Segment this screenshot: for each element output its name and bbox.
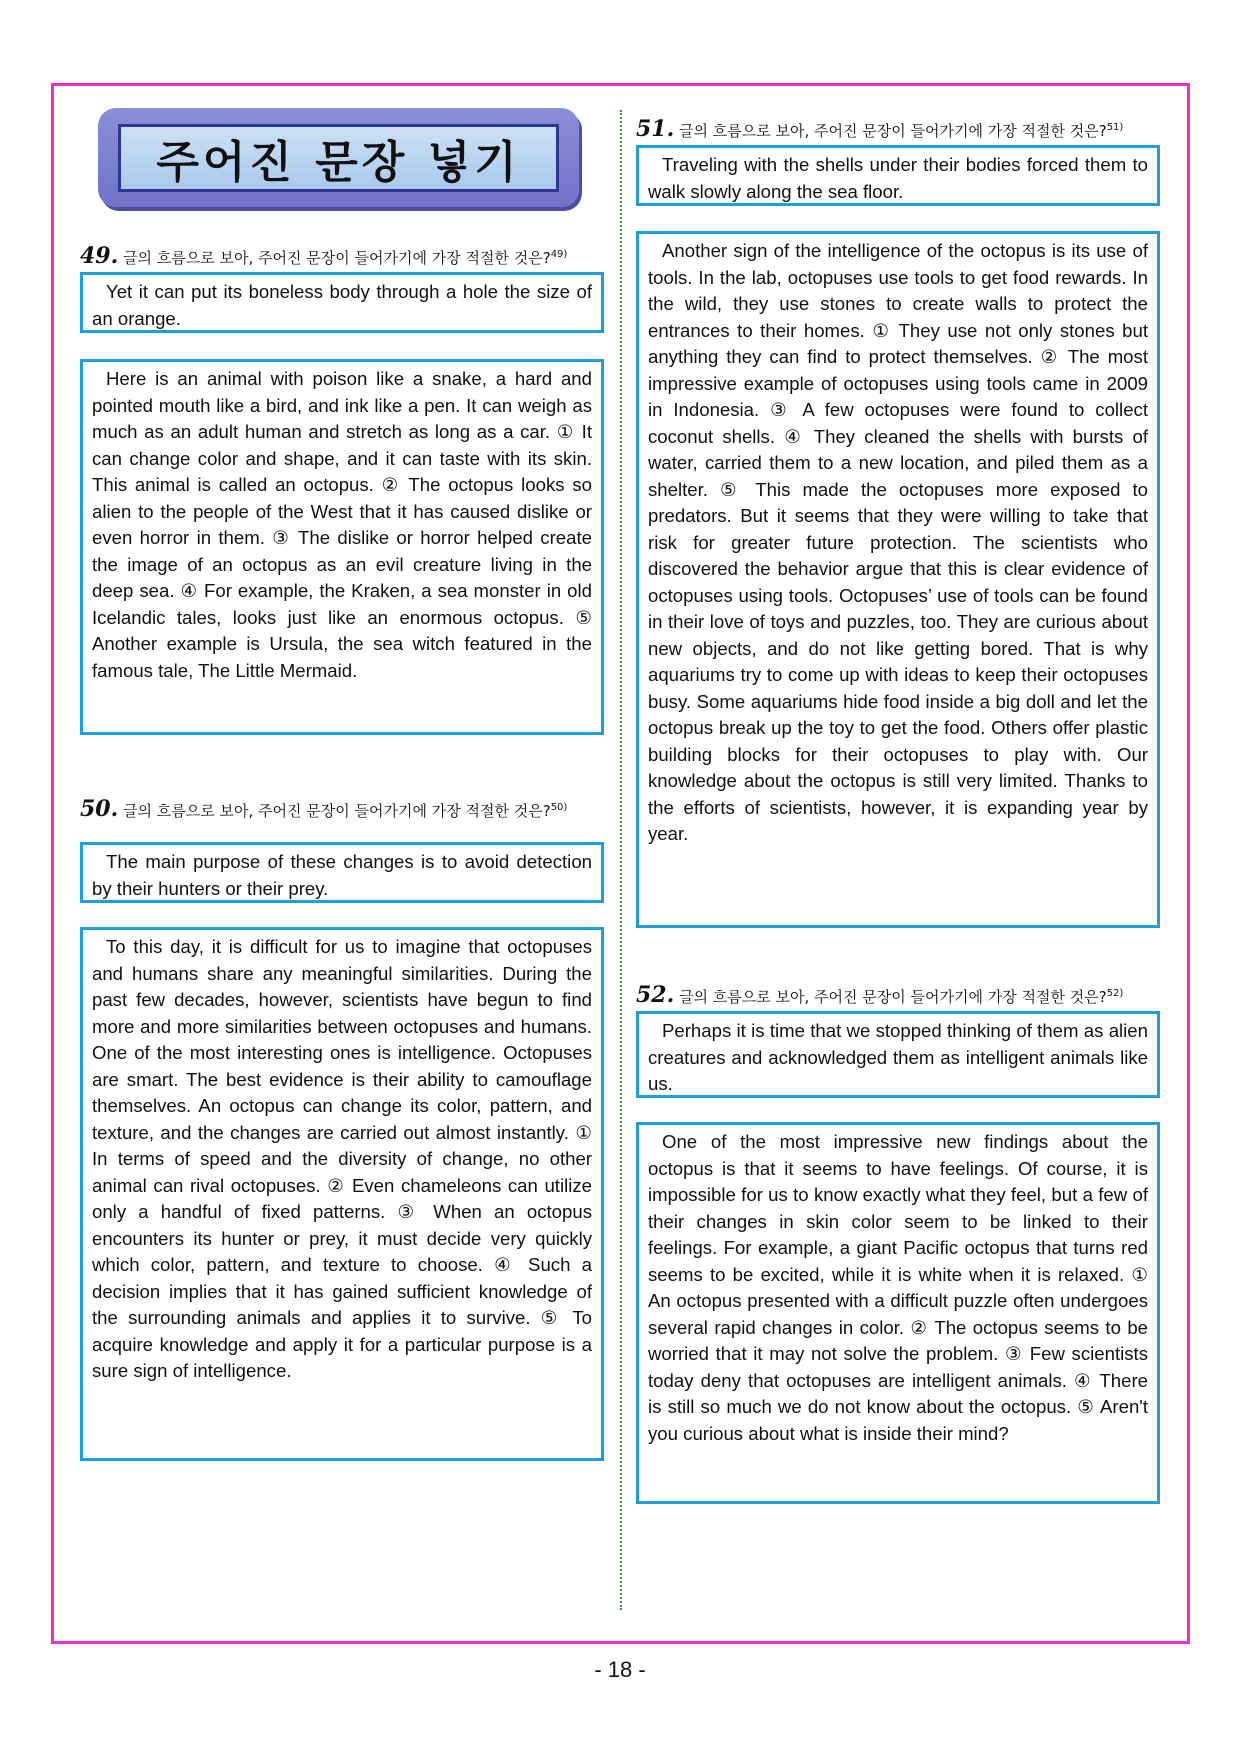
footnote-ref: 51) xyxy=(1106,122,1124,133)
passage-50: To this day, it is difficult for us to imagine that octopuses and humans share any meaningful similarities. During the past few decades, however, scientists have begun to find more and more similarities between octopuses and humans. One of the most interesting ones is intelligence. Octopuses are smart. The best evidence is their ability to camouflage themselves. An octopus can change its color, pattern, and texture, and the changes are carried out almost instantly. ① In terms of speed and the diversity of change, no other animal can rival octopuses. ② Even chameleons can utilize only a handful of fixed patterns. ③ When an octopus encounters its hunter or prey, it must decide very quickly which color, pattern, and texture to choose. ④ Such a decision implies that it has gained sufficient knowledge of the surrounding animals and applies it to survive. ⑤ To acquire knowledge and apply it for a particular purpose is a sure sign of intelligence. xyxy=(80,927,604,1461)
given-sentence-52: Perhaps it is time that we stopped thinking of them as alien creatures and acknowledged them as intelligent animals like us. xyxy=(636,1011,1160,1098)
title-banner-inner xyxy=(118,124,559,192)
question-number: 51. xyxy=(636,116,675,142)
given-sentence-51: Traveling with the shells under their bodies forced them to walk slowly along the sea floor. xyxy=(636,145,1160,206)
question-number: 50. xyxy=(80,796,119,822)
question-prompt: 글의 흐름으로 보아, 주어진 문장이 들어가기에 가장 적절한 것은? xyxy=(123,802,551,820)
question-number: 49. xyxy=(80,243,119,269)
question-49-header xyxy=(80,244,604,269)
question-number: 52. xyxy=(636,982,675,1008)
footnote-ref: 52) xyxy=(1106,988,1124,999)
page-title: 주어진 문장 넣기 xyxy=(156,137,521,188)
footnote-ref: 50) xyxy=(550,802,568,813)
question-50-header xyxy=(80,797,604,822)
page-number: - 18 - xyxy=(594,1657,646,1682)
footnote-ref: 49) xyxy=(550,249,568,260)
column-divider xyxy=(620,110,622,1610)
passage-52: One of the most impressive new findings about the octopus is that it seems to have feelings. Of course, it is impossible for us to know exactly what they feel, but a few of their changes in skin color seem to be linked to their feelings. For example, a giant Pacific octopus that turns red seems to be excited, while it is white when it is relaxed. ① An octopus presented with a difficult puzzle often undergoes several rapid changes in color. ② The octopus seems to be worried that it may not solve the problem. ③ Few scientists today deny that octopuses are intelligent animals. ④ There is still so much we do not know about the octopus. ⑤ Aren't you curious about what is inside their mind? xyxy=(636,1122,1160,1504)
question-prompt: 글의 흐름으로 보아, 주어진 문장이 들어가기에 가장 적절한 것은? xyxy=(679,988,1107,1006)
question-51-header xyxy=(636,117,1160,142)
question-prompt: 글의 흐름으로 보아, 주어진 문장이 들어가기에 가장 적절한 것은? xyxy=(679,122,1107,140)
question-prompt: 글의 흐름으로 보아, 주어진 문장이 들어가기에 가장 적절한 것은? xyxy=(123,249,551,267)
question-52-header xyxy=(636,983,1160,1008)
given-sentence-49: Yet it can put its boneless body through a hole the size of an orange. xyxy=(80,272,604,333)
given-sentence-50: The main purpose of these changes is to avoid detection by their hunters or their prey. xyxy=(80,842,604,903)
title-banner xyxy=(98,108,579,207)
passage-51: Another sign of the intelligence of the octopus is its use of tools. In the lab, octopuses use tools to get food rewards. In the wild, they use stones to create walls to protect the entrances to their homes. ① They use not only stones but anything they can find to protect themselves. ② The most impressive example of octopuses using tools came in 2009 in Indonesia. ③ A few octopuses were found to collect coconut shells. ④ They cleaned the shells with bursts of water, carried them to a new location, and piled them as a shelter. ⑤ This made the octopuses more exposed to predators. But it seems that they were willing to take that risk for greater future protection. The scientists who discovered the behavior argue that this is clear evidence of octopuses using tools. Octopuses’ use of tools can be found in their love of toys and puzzles, too. They are curious about new objects, and do not like getting bored. That is why aquariums try to come up with ideas to keep their octopuses busy. Some aquariums hide food inside a big doll and let the octopus break up the toy to get the food. Others offer plastic building blocks for their octopuses to play with. Our knowledge about the octopus is still very limited. Thanks to the efforts of scientists, however, it is expanding year by year. xyxy=(636,231,1160,928)
passage-49: Here is an animal with poison like a snake, a hard and pointed mouth like a bird, and ink like a pen. It can weigh as much as an adult human and stretch as long as a car. ① It can change color and shape, and it can taste with its skin. This animal is called an octopus. ② The octopus looks so alien to the people of the West that it has caused dislike or even horror in them. ③ The dislike or horror helped create the image of an octopus as an evil creature living in the deep sea. ④ For example, the Kraken, a sea monster in old Icelandic tales, looks just like an enormous octopus. ⑤ Another example is Ursula, the sea witch featured in the famous tale, The Little Mermaid. xyxy=(80,359,604,735)
